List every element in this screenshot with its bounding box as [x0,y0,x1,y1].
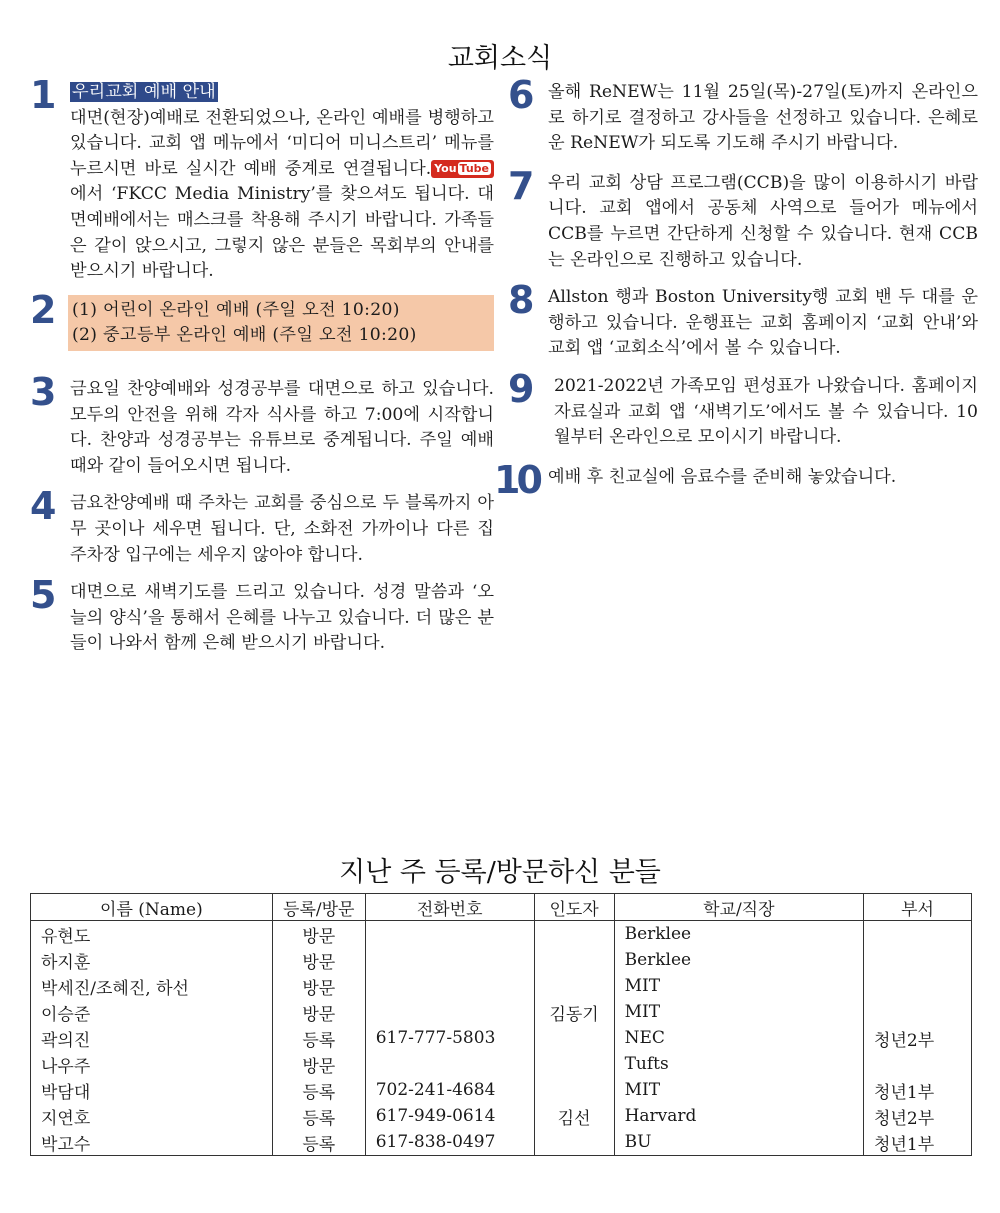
cell-status: 방문 [272,947,365,973]
cell-status: 등록 [272,1129,365,1156]
cell-phone: 617-838-0497 [365,1129,534,1156]
item-number: 8 [508,278,535,323]
table-row [31,1077,972,1103]
item-text: 금요찬양예배 때 주차는 교회를 중심으로 두 블록까지 아무 곳이나 세우면 됩니다. 단, 소화전 가까이나 다른 집 주차장 입구에는 세우지 않아야 합니다. [70,493,494,565]
table-row [31,999,972,1025]
cell-status: 등록 [272,1025,365,1051]
cell-guide [534,1025,614,1051]
table-row [31,973,972,999]
cell-school: MIT [614,999,863,1025]
cell-school: Berklee [614,921,863,948]
item-text: 예배 후 친교실에 음료수를 준비해 놓았습니다. [548,466,897,487]
cell-phone [365,921,534,948]
item-number: 1 [30,73,57,117]
cell-department: 청년1부 [864,1077,972,1103]
cell-status: 방문 [272,921,365,948]
cell-school: MIT [614,973,863,999]
news-item-7 [508,163,978,273]
news-item-2 [30,287,494,351]
item-text: 금요일 찬양예배와 성경공부를 대면으로 하고 있습니다. 모두의 안전을 위해 각자 식사를 하고 7:00에 시작합니다. 찬양과 성경공부는 유튜브로 중계됩니다. 주일 예배 때와 같이 들어오시면 됩니다. [70,378,494,476]
cell-guide [534,947,614,973]
cell-phone [365,999,534,1025]
cell-department [864,921,972,948]
news-item-9 [508,366,978,451]
news-item-5 [30,573,494,657]
table-row [31,1129,972,1156]
item-number: 6 [508,73,535,117]
item-line-1: (1) 어린이 온라인 예배 (주일 오전 10:20) [72,299,400,320]
item-text: 2021-2022년 가족모임 편성표가 나왔습니다. 홈페이지 자료실과 교회 앱 ‘새벽기도’에서도 볼 수 있습니다. 10월부터 온라인으로 모이시기 바랍니다. [554,375,978,448]
news-item-8 [508,278,978,362]
item-number: 7 [508,163,535,208]
item-number: 10 [494,457,539,502]
news-item-6 [508,73,978,157]
cell-department [864,973,972,999]
cell-status: 방문 [272,999,365,1025]
item-text: 대면으로 새벽기도를 드리고 있습니다. 성경 말씀과 ‘오늘의 양식’을 통해서 은혜를 나누고 있습니다. 더 많은 분들이 나와서 함께 은혜 받으시기 바랍니다. [70,582,494,654]
item-heading: 우리교회 예배 안내 [72,82,216,102]
cell-school: BU [614,1129,863,1156]
table-header-row [31,894,972,921]
cell-name: 이승준 [31,999,273,1025]
news-left-column [30,73,494,657]
news-item-4 [30,484,494,568]
header-department: 부서 [864,894,972,921]
item-number: 5 [30,573,57,618]
cell-name: 곽의진 [31,1025,273,1051]
news-item-3 [30,369,494,479]
cell-phone [365,973,534,999]
item-number: 9 [508,366,535,411]
cell-department: 청년2부 [864,1025,972,1051]
visitors-table [30,893,972,1156]
table-row [31,921,972,948]
header-guide: 인도자 [534,894,614,921]
cell-guide [534,1051,614,1077]
cell-phone: 617-777-5803 [365,1025,534,1051]
cell-guide: 김선 [534,1103,614,1129]
visitors-title: 지난 주 등록/방문하신 분들 [339,857,661,888]
cell-guide [534,973,614,999]
cell-department [864,999,972,1025]
item-line-2: (2) 중고등부 온라인 예배 (주일 오전 10:20) [72,325,417,346]
cell-guide [534,1129,614,1156]
item-number: 2 [30,287,57,332]
cell-status: 등록 [272,1103,365,1129]
cell-phone: 617-949-0614 [365,1103,534,1129]
cell-school: MIT [614,1077,863,1103]
cell-name: 박고수 [31,1129,273,1156]
cell-phone [365,1051,534,1077]
item-number: 4 [30,484,57,529]
news-right-column [494,73,978,502]
table-row [31,947,972,973]
cell-name: 지연호 [31,1103,273,1129]
cell-school: Berklee [614,947,863,973]
cell-department: 청년2부 [864,1103,972,1129]
news-title: 교회소식 [447,43,553,74]
table-row [31,1025,972,1051]
cell-guide [534,921,614,948]
item-text: Allston 행과 Boston University행 교회 밴 두 대를 운행하고 있습니다. 운행표는 교회 홈페이지 ‘교회 안내’와 교회 앱 ‘교회소식’에서 볼 수 있습니다. [548,287,978,359]
cell-department [864,1051,972,1077]
cell-department [864,947,972,973]
news-item-1 [30,73,494,285]
cell-status: 방문 [272,1051,365,1077]
cell-guide: 김동기 [534,999,614,1025]
table-row [31,1051,972,1077]
header-status: 등록/방문 [272,894,365,921]
item-text-continued: 에서 ‘FKCC Media Ministry’를 찾으셔도 됩니다. 대면예배에서는 매스크를 착용해 주시기 바랍니다. 가족들은 같이 앉으시고, 그렇지 않은 분들은 목회부의 안내를 받으시기 바랍니다. [70,184,494,282]
header-school: 학교/직장 [614,894,863,921]
cell-name: 하지훈 [31,947,273,973]
cell-guide [534,1077,614,1103]
item-text: 대면(현장)예배로 전환되었으나, 온라인 예배를 병행하고 있습니다. 교회 앱 메뉴에서 ‘미디어 미니스트리’ 메뉴를 누르시면 바로 실시간 예배 중계로 연결됩니다. [70,107,494,179]
item-text: 올해 ReNEW는 11월 25일(목)-27일(토)까지 온라인으로 하기로 결정하고 강사들을 선정하고 있습니다. 은혜로운 ReNEW가 되도록 기도해 주시기 바랍니다. [548,82,978,154]
table-row [31,1103,972,1129]
cell-status: 방문 [272,973,365,999]
header-name: 이름 (Name) [31,894,273,921]
cell-status: 등록 [272,1077,365,1103]
cell-name: 박담대 [31,1077,273,1103]
news-item-10 [494,457,978,502]
cell-name: 나우주 [31,1051,273,1077]
header-phone: 전화번호 [365,894,534,921]
cell-department: 청년1부 [864,1129,972,1156]
cell-phone [365,947,534,973]
cell-phone: 702-241-4684 [365,1077,534,1103]
cell-name: 박세진/조혜진, 하선 [31,973,273,999]
item-text: 우리 교회 상담 프로그램(CCB)을 많이 이용하시기 바랍니다. 교회 앱에서 공동체 사역으로 들어가 메뉴에서 CCB를 누르면 간단하게 신청할 수 있습니다. 현재 CCB는 온라인으로 진행하고 있습니다. [548,172,978,270]
cell-name: 유현도 [31,921,273,948]
item-number: 3 [30,369,57,414]
cell-school: Tufts [614,1051,863,1077]
cell-school: Harvard [614,1103,863,1129]
youtube-icon: You Tube [431,160,494,178]
cell-school: NEC [614,1025,863,1051]
